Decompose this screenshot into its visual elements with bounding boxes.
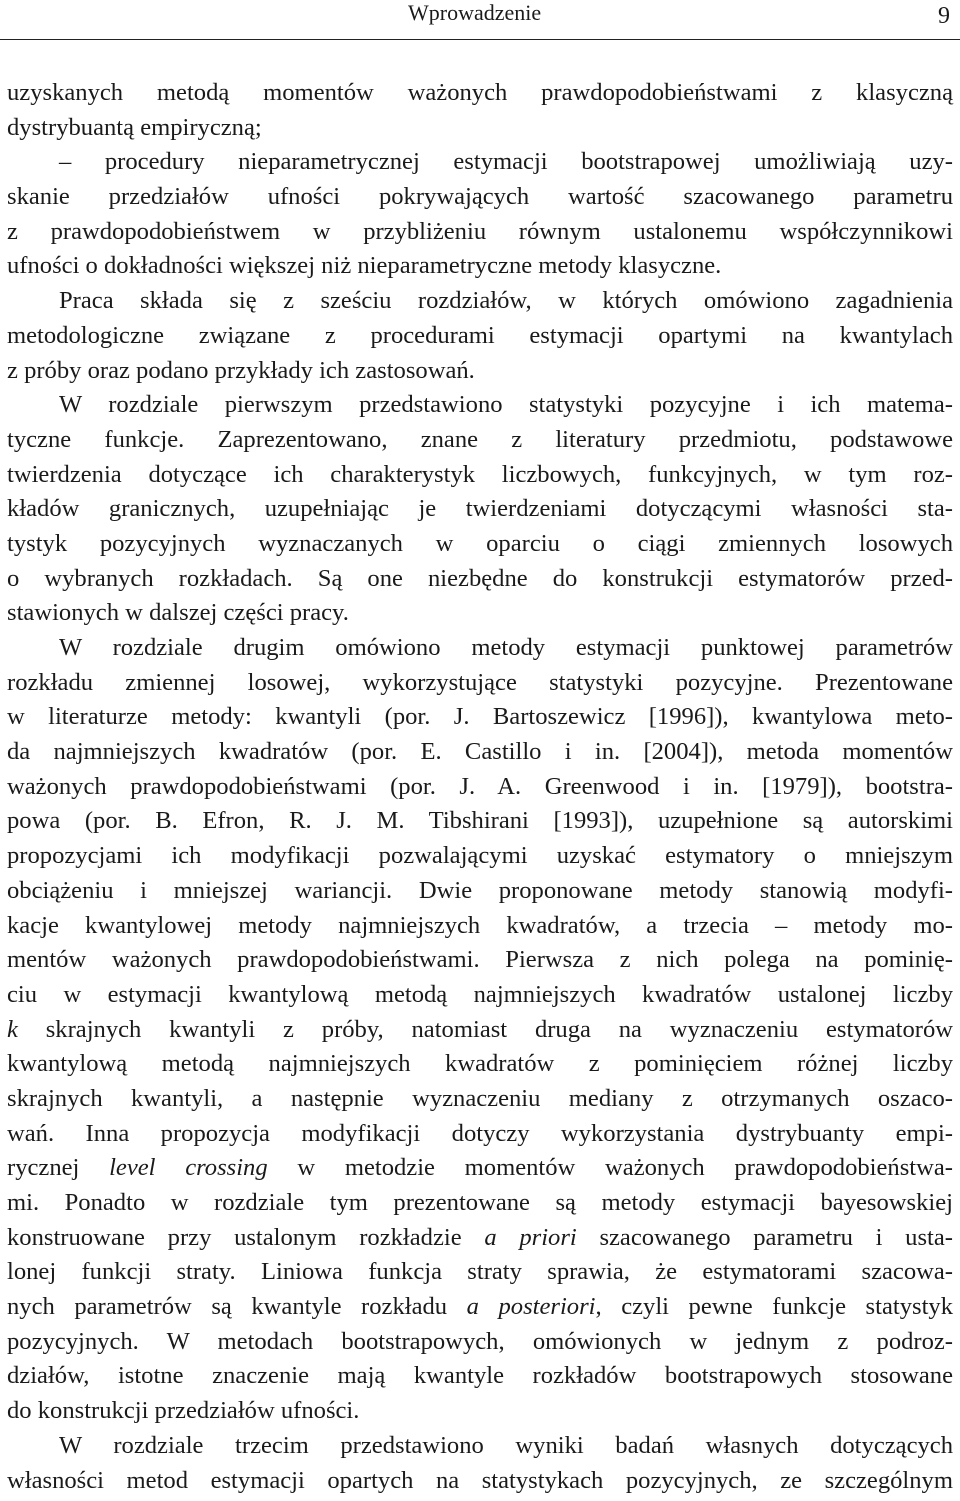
text-line: w literaturze metody: kwantyli (por. J. Bartoszewicz [1996]), kwantylowa meto- [7,703,953,731]
text-line: rozkładu zmiennej losowej, wykorzystujące statystyki pozycyjne. Prezentowane [7,668,953,696]
text-line: tyczne funkcje. Zaprezentowano, znane z literatury przedmiotu, podstawowe [7,425,953,453]
text-line: kacje kwantylowej metody najmniejszych kwadratów, a trzecia – metody mo- [7,911,953,939]
paragraph-first-line: W rozdziale trzecim przedstawiono wyniki badań własnych dotyczących [59,1431,953,1459]
text-line: kładów granicznych, uzupełniając je twierdzeniami dotyczącymi własności sta- [7,495,953,523]
text-line: konstruowane przy ustalonym rozkładzie a priori szacowanego parametru i usta- [7,1223,953,1251]
list-item-line: – procedury nieparametrycznej estymacji bootstrapowej umożliwiają uzy- [59,148,953,176]
text-line: nych parametrów są kwantyle rozkładu a posteriori, czyli pewne funkcje statystyk [7,1293,953,1321]
text-line: tystyk pozycyjnych wyznaczanych w oparciu o ciągi zmiennych losowych [7,529,953,557]
text-line: mentów ważonych prawdopodobieństwami. Pierwsza z nich polega na pominię- [7,946,953,974]
paragraph-first-line: Praca składa się z sześciu rozdziałów, w których omówiono zagadnienia [59,287,953,315]
text-line: ważonych prawdopodobieństwami (por. J. A. Greenwood i in. [1979]), bootstra- [7,772,953,800]
text-line: propozycjami ich modyfikacji pozwalającymi uzyskać estymatory o mniejszym [7,842,953,870]
text-line: wań. Inna propozycja modyfikacji dotyczy wykorzystania dystrybuanty empi- [7,1119,953,1147]
text-line: rycznej level crossing w metodzie momentów ważonych prawdopodobieństwa- [7,1154,953,1182]
text-line: do konstrukcji przedziałów ufności. [7,1397,360,1425]
text-line: ciu w estymacji kwantylową metodą najmniejszych kwadratów ustalonej liczby [7,980,953,1008]
text-line: o wybranych rozkładach. Są one niezbędne do konstrukcji estymatorów przed- [7,564,953,592]
text-line: metodologiczne związane z procedurami estymacji opartymi na kwantylach [7,321,953,349]
text-line: stawionych w dalszej części pracy. [7,599,349,627]
text-line: skanie przedziałów ufności pokrywających wartość szacowanego parametru [7,183,953,211]
text-line: z próby oraz podano przykłady ich zastosowań. [7,356,475,384]
text-line: działów, istotne znaczenie mają kwantyle rozkładów bootstrapowych stosowane [7,1362,953,1390]
text-line: kwantylową metodą najmniejszych kwadratów z pominięciem różnej liczby [7,1050,953,1078]
paragraph-first-line: W rozdziale pierwszym przedstawiono statystyki pozycyjne i ich matema- [59,391,953,419]
text-line: twierdzenia dotyczące ich charakterystyk liczbowych, funkcyjnych, w tym roz- [7,460,953,488]
text-line: da najmniejszych kwadratów (por. E. Castillo i in. [2004]), metoda momentów [7,738,953,766]
page-number: 9 [938,3,950,29]
running-header [0,0,960,40]
text-line: ufności o dokładności większej niż nieparametryczne metody klasyczne. [7,252,722,280]
text-line: pozycyjnych. W metodach bootstrapowych, omówionych w jednym z podroz- [7,1327,953,1355]
text-line: powa (por. B. Efron, R. J. M. Tibshirani [1993]), uzupełnione są autorskimi [7,807,953,835]
text-line: własności metod estymacji opartych na statystykach pozycyjnych, ze szczególnym [7,1466,953,1494]
text-line: z prawdopodobieństwem w przybliżeniu równym ustalonemu współczynnikowi [7,217,953,245]
text-line: dystrybuantą empiryczną; [7,113,262,141]
text-line: mi. Ponadto w rozdziale tym prezentowane są metody estymacji bayesowskiej [7,1189,953,1216]
text-line: obciążeniu i mniejszej wariancji. Dwie proponowane metody stanowią modyfi- [7,876,953,904]
text-line: k skrajnych kwantyli z próby, natomiast druga na wyznaczeniu estymatorów [7,1015,953,1043]
text-line: uzyskanych metodą momentów ważonych prawdopodobieństwami z klasyczną [7,79,953,106]
text-line: skrajnych kwantyli, a następnie wyznaczeniu mediany z otrzymanych oszaco- [7,1084,953,1112]
paragraph-first-line: W rozdziale drugim omówiono metody estymacji punktowej parametrów [59,634,953,661]
text-line: lonej funkcji straty. Liniowa funkcja straty sprawia, że estymatorami szacowa- [7,1258,953,1286]
body-text [7,76,953,1498]
running-header-title: Wprowadzenie [408,0,542,25]
